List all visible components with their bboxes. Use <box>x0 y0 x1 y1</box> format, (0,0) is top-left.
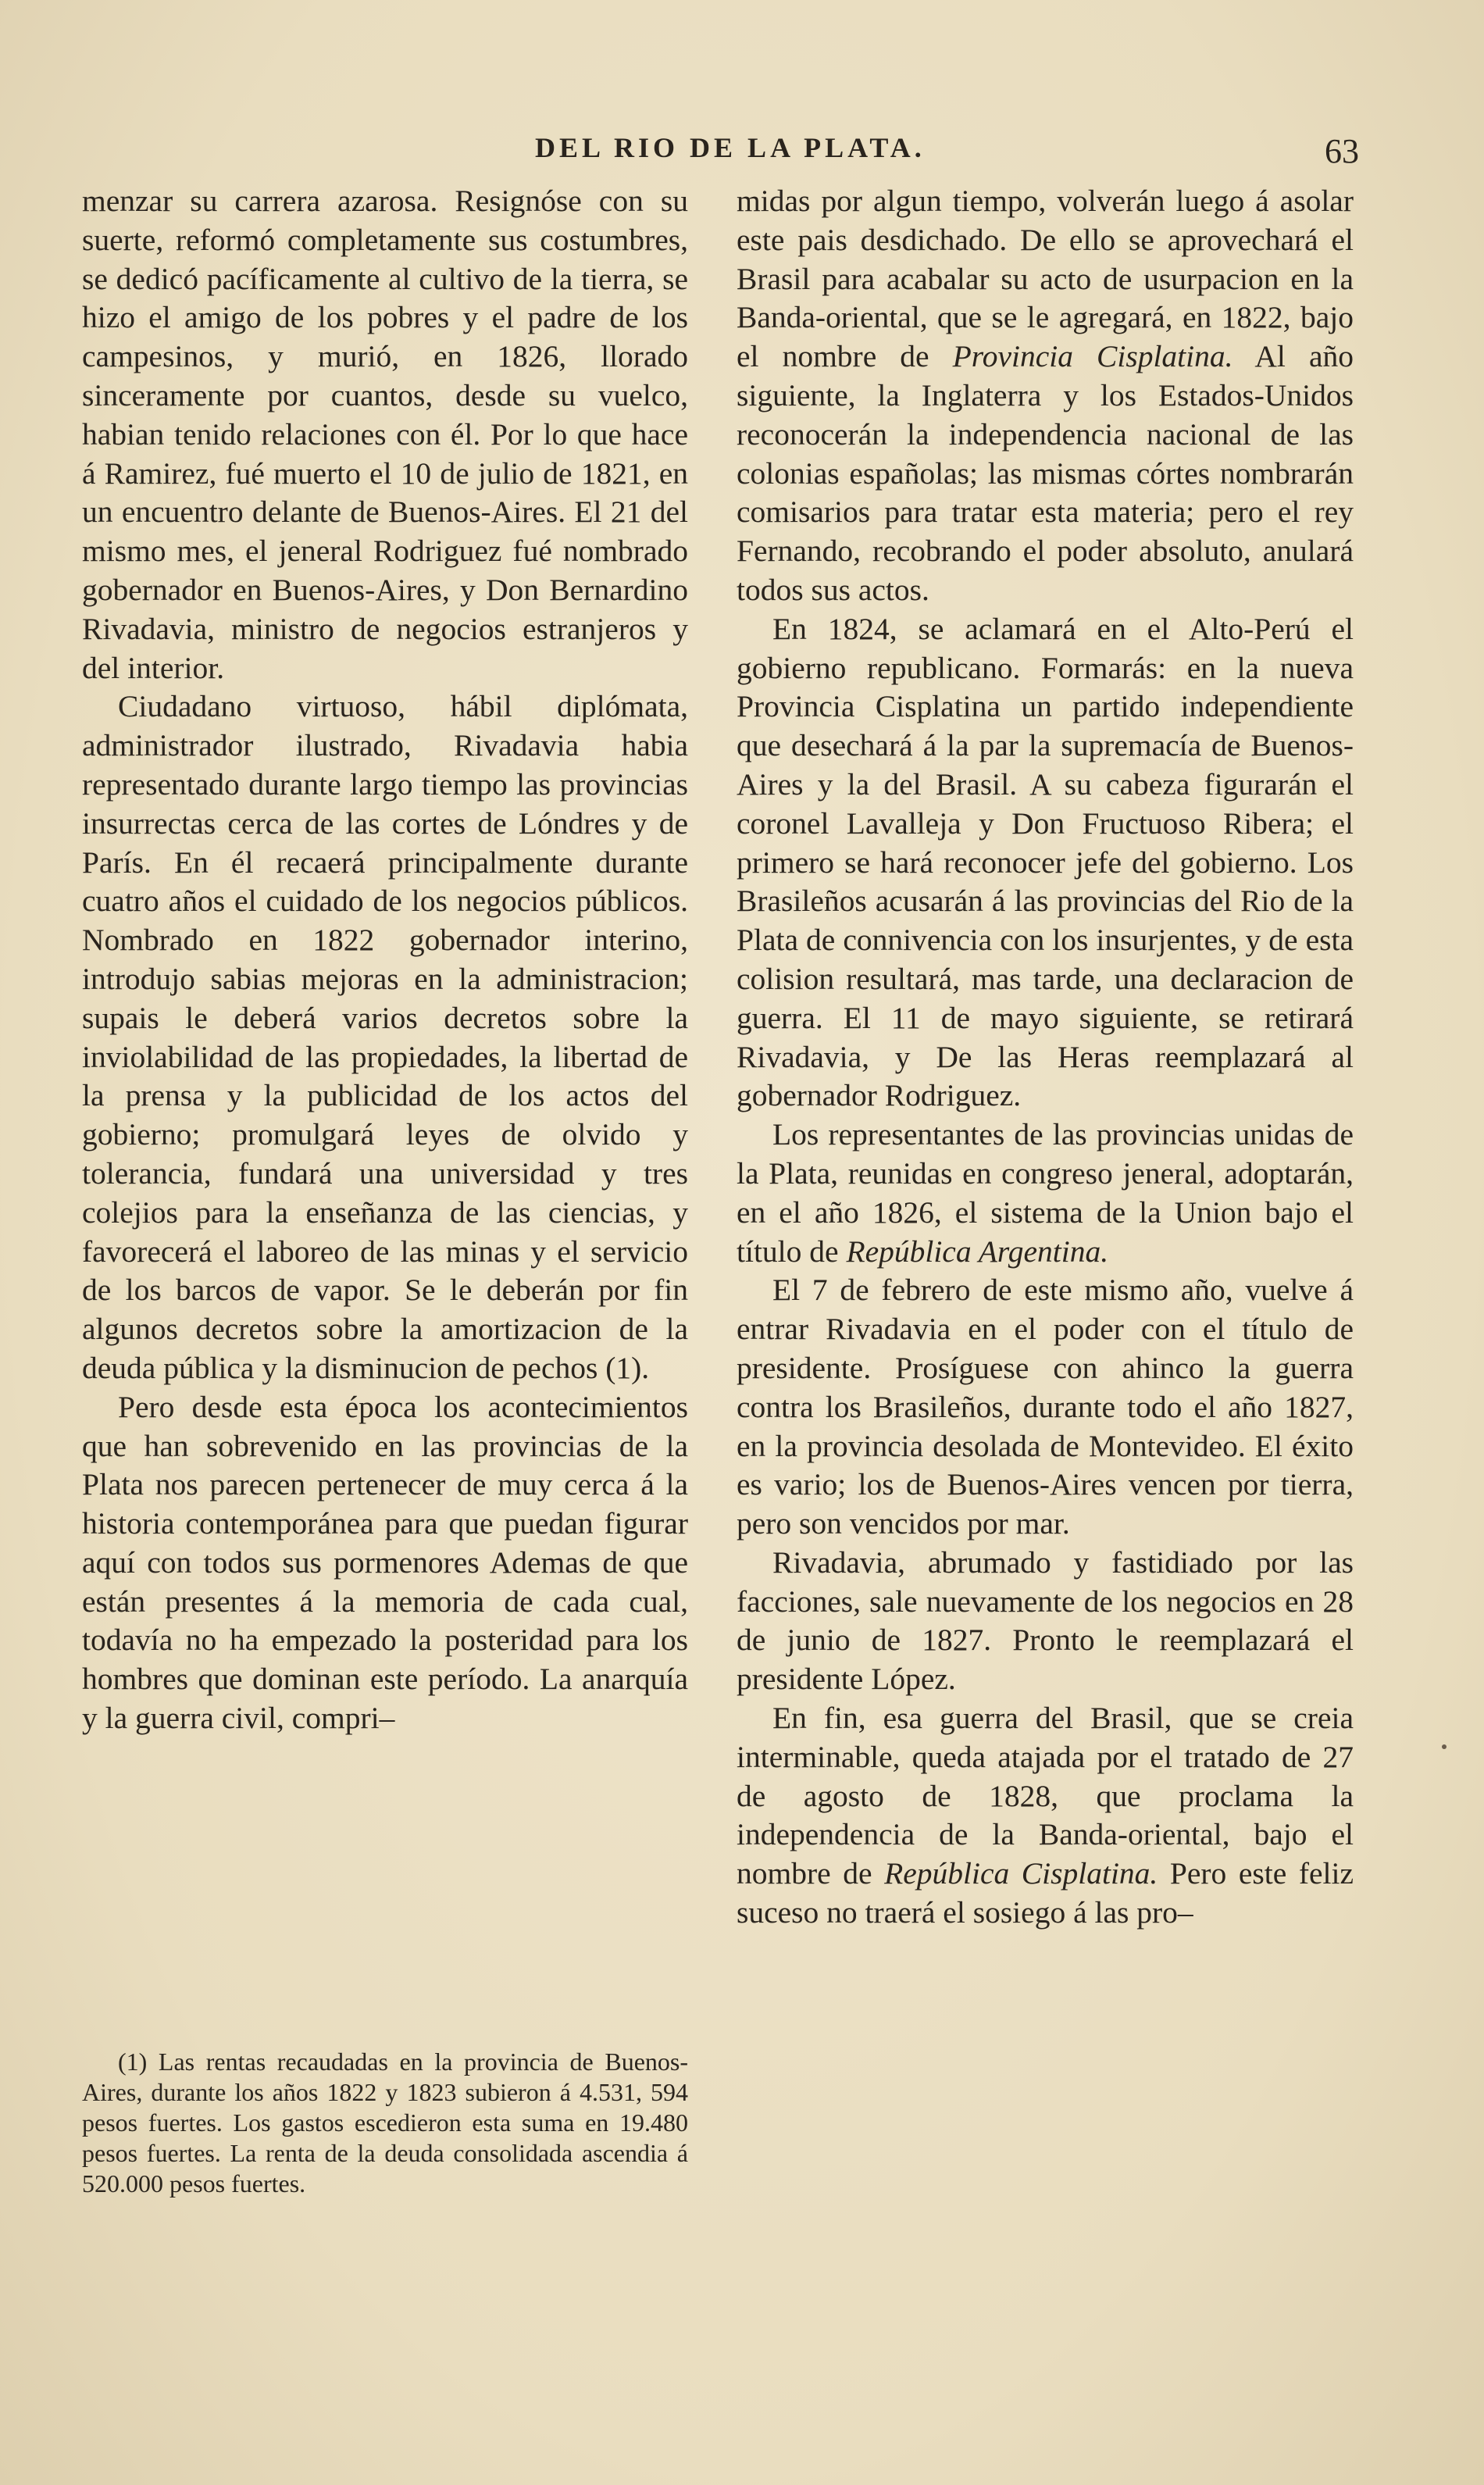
republica-cisplatina-term: República Cisplatina. <box>884 1856 1158 1891</box>
footnote: (1) Las rentas recaudadas en la provincia de Buenos-Aires, durante los años 1822 y 1823 subieron á 4.531, 594 pesos fuertes. Los gastos escedieron esta suma en 19.480 pesos fuertes. La renta de la deuda consolidada ascendia á 520.000 pesos fuertes. <box>82 2048 688 2198</box>
right-paragraph-3-text: Los representantes de las provincias unidas de la Plata, reunidas en congreso jeneral, adoptarán, en el año 1826, el sistema de la Union bajo el título de <box>737 1117 1354 1269</box>
left-paragraph-3: Pero desde esta época los acontecimientos que han sobrevenido en las provincias de la Plata nos parecen pertenecer de muy cerca á la historia contemporánea para que puedan figurar aquí con todos sus pormenores Ademas de que están presentes á la memoria de cada cual, todavía no ha empezado la posteridad para los hombres que dominan este período. La anarquía y la guerra civil, compri– <box>82 1389 688 1736</box>
right-paragraph-3 <box>737 1116 1354 1271</box>
right-paragraph-6-text-b: Pero este feliz suceso no traerá el sosiego á las pro– <box>737 1856 1354 1930</box>
left-column <box>82 182 688 1738</box>
right-paragraph-6 <box>737 1699 1354 1933</box>
right-paragraph-1-text-b: Al año siguiente, la Inglaterra y los Estados-Unidos reconocerán la independencia nacional de las colonias españolas; las mismas córtes nombrarán comisarios para tratar esta materia; pero el rey Fernando, recobrando el poder absoluto, anulará todos sus actos. <box>737 339 1354 607</box>
running-title: DEL RIO DE LA PLATA. <box>535 132 926 163</box>
republica-argentina-term: República Argentina. <box>846 1234 1109 1269</box>
right-column <box>737 182 1354 1933</box>
left-paragraph-2: Ciudadano virtuoso, hábil diplómata, administrador ilustrado, Rivadavia habia representado durante largo tiempo las provincias insurrectas cerca de las cortes de Lóndres y de París. En él recaerá principalmente durante cuatro años el cuidado de los negocios públicos. Nombrado en 1822 gobernador interino, introdujo sabias mejoras en la administracion; supais le deberá varios decretos sobre la inviolabilidad de las propiedades, la libertad de la prensa y la publicidad de los actos del gobierno; promulgará leyes de olvido y tolerancia, fundará una universidad y tres colejios para la enseñanza de las ciencias, y favorecerá el laboreo de las minas y el servicio de los barcos de vapor. Se le deberán por fin algunos decretos sobre la amortizacion de la deuda pública y la disminucion de pechos (1). <box>82 689 688 1385</box>
left-paragraph-1: menzar su carrera azarosa. Resignóse con su suerte, reformó completamente sus costumbres, se dedicó pacíficamente al cultivo de la tierra, se hizo el amigo de los pobres y el padre de los campesinos, y murió, en 1826, llorado sinceramente por cuantos, desde su vuelco, habian tenido relaciones con él. Por lo que hace á Ramirez, fué muerto el 10 de julio de 1821, en un encuentro delante de Buenos-Aires. El 21 del mismo mes, el jeneral Rodriguez fué nombrado gobernador en Buenos-Aires, y Don Bernardino Rivadavia, ministro de negocios estranjeros y del interior. <box>82 184 688 685</box>
right-paragraph-2: En 1824, se aclamará en el Alto-Perú el gobierno republicano. Formarás: en la nueva Provincia Cisplatina un partido independiente que desechará á la par la supremacía de Buenos-Aires y la del Brasil. A su cabeza figurarán el coronel Lavalleja y Don Fructuoso Ribera; el primero se hará reconocer jefe del gobierno. Los Brasileños acusarán á las provincias del Rio de la Plata de connivencia con los insurjentes, y de esta colision resultará, mas tarde, una declaracion de guerra. El 11 de mayo siguiente, se retirará Rivadavia, y De las Heras reemplazará al gobernador Rodriguez. <box>737 611 1354 1113</box>
right-paragraph-1 <box>737 182 1354 610</box>
page-number: 63 <box>1325 132 1359 170</box>
right-paragraph-6-text-a: En fin, esa guerra del Brasil, que se creia interminable, queda atajada por el tratado de 27 de agosto de 1828, que proclama la independencia de la Banda-oriental, bajo el nombre de <box>737 1701 1354 1891</box>
right-paragraph-4: El 7 de febrero de este mismo año, vuelve á entrar Rivadavia en el poder con el título de presidente. Prosíguese con ahinco la guerra contra los Brasileños, durante todo el año 1827, en la provincia desolada de Montevideo. El éxito es vario; los de Buenos-Aires vencen por tierra, pero son vencidos por mar. <box>737 1273 1354 1541</box>
page-header <box>78 131 1359 178</box>
margin-mark <box>1442 1744 1447 1749</box>
right-paragraph-5: Rivadavia, abrumado y fastidiado por las facciones, sale nuevamente de los negocios en 28 de junio de 1827. Pronto le reemplazará el presidente López. <box>737 1544 1354 1697</box>
right-paragraph-1-text-a: midas por algun tiempo, volverán luego á asolar este pais desdichado. De ello se aprovechará el Brasil para acabalar su acto de usurpacion en la Banda-oriental, que se le agregará, en 1822, bajo el nombre de <box>737 184 1354 374</box>
provincia-cisplatina-term: Provincia Cisplatina. <box>952 339 1233 374</box>
